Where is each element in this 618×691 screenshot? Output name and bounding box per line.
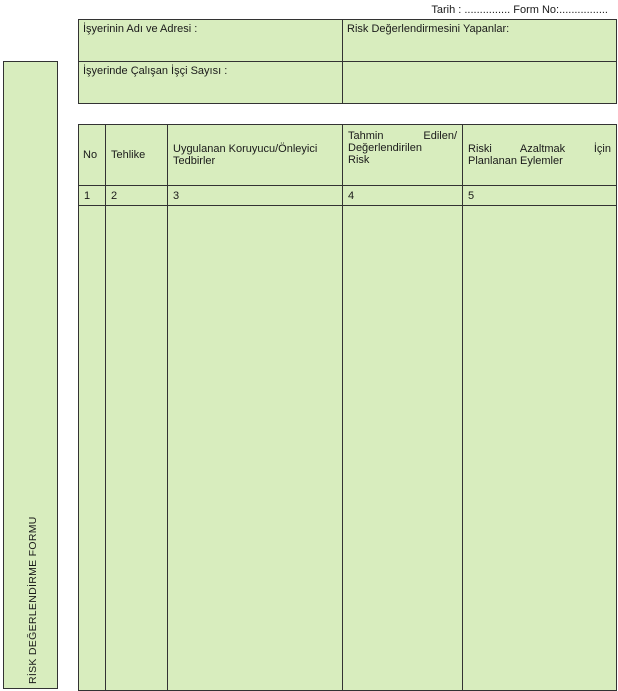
workers-label: İşyerinde Çalışan İşçi Sayısı : <box>83 65 228 77</box>
side-title-box <box>3 61 58 689</box>
workers-count-cell[interactable] <box>79 62 343 104</box>
info-table <box>78 19 617 104</box>
entry-measures-cell[interactable] <box>168 206 343 691</box>
col-number-3: 3 <box>168 186 343 206</box>
address-label: İşyerinin Adı ve Adresi : <box>83 23 198 35</box>
col-number-1: 1 <box>79 186 106 206</box>
workers-value-cell[interactable] <box>343 62 617 104</box>
col-header-risk: Tahmin Edilen/ Değerlendirilen Risk <box>343 125 463 186</box>
col-number-4: 4 <box>343 186 463 206</box>
date-form-line: Tarih : ............... Form No:................ <box>431 4 608 16</box>
col-header-no: No <box>79 125 106 186</box>
assessors-label: Risk Değerlendirmesini Yapanlar: <box>347 23 510 35</box>
entry-risk-cell[interactable] <box>343 206 463 691</box>
risk-table <box>78 124 617 691</box>
col-header-hazard: Tehlike <box>106 125 168 186</box>
entry-actions-cell[interactable] <box>463 206 617 691</box>
assessors-cell[interactable] <box>343 20 617 62</box>
address-cell[interactable] <box>79 20 343 62</box>
side-title: RİSK DEĞERLENDİRME FORMU <box>27 516 39 684</box>
entry-no-cell[interactable] <box>79 206 106 691</box>
col-number-2: 2 <box>106 186 168 206</box>
entry-hazard-cell[interactable] <box>106 206 168 691</box>
col-header-actions: Riski Azaltmak İçin Planlanan Eylemler <box>463 125 617 186</box>
col-header-measures: Uygulanan Koruyucu/Önleyici Tedbirler <box>168 125 343 186</box>
col-number-5: 5 <box>463 186 617 206</box>
